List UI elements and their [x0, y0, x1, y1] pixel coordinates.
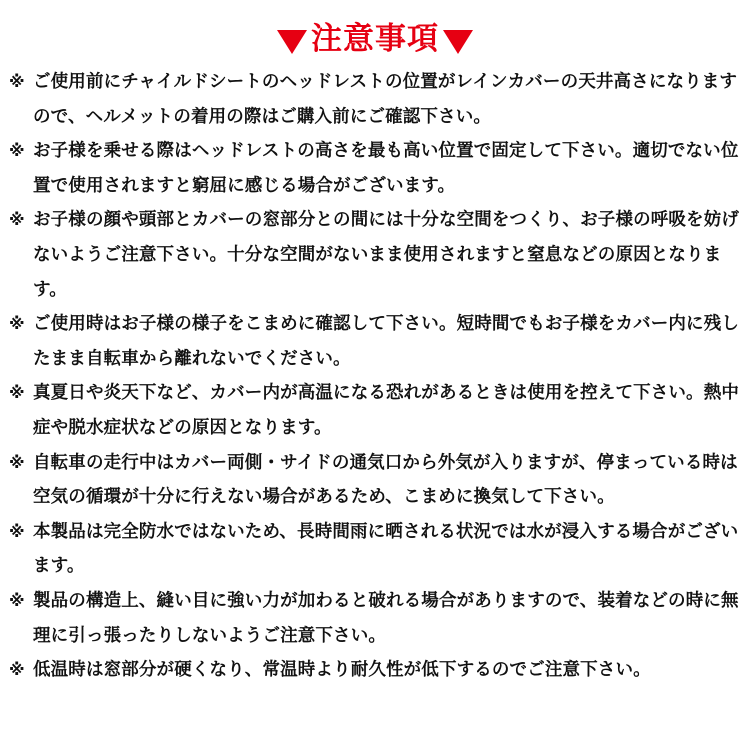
note-item	[9, 203, 744, 307]
note-mark: ※	[9, 452, 25, 472]
title-text: 注意事項	[311, 21, 439, 57]
triangle-down-icon	[277, 30, 307, 54]
note-text: ご使用時はお子様の様子をこまめに確認して下さい。短時間でもお子様をカバー内に残したまま自転車から離れないでください。	[33, 314, 739, 369]
note-item	[9, 446, 744, 515]
note-item	[9, 376, 744, 445]
note-item	[9, 584, 744, 653]
note-text: ご使用前にチャイルドシートのヘッドレストの位置がレインカバーの天井高さになりますので、ヘルメットの着用の際はご購入前にご確認下さい。	[33, 72, 738, 127]
note-text: お子様の顔や頭部とカバーの窓部分との間には十分な空間をつくり、お子様の呼吸を妨げないようご注意下さい。十分な空間がないまま使用されますと窒息などの原因となります。	[33, 210, 739, 300]
note-item	[9, 307, 744, 376]
note-mark: ※	[9, 314, 25, 334]
note-mark: ※	[9, 521, 25, 541]
note-item	[9, 65, 744, 134]
note-item	[9, 134, 744, 203]
note-item	[9, 515, 744, 584]
note-mark: ※	[9, 141, 25, 161]
note-mark: ※	[9, 72, 25, 91]
note-text: 真夏日や炎天下など、カバー内が高温になる恐れがあるときは使用を控えて下さい。熱中症や脱水症状などの原因となります。	[33, 383, 739, 438]
notes-list	[9, 65, 744, 688]
triangle-down-icon	[443, 30, 473, 54]
note-text: 自転車の走行中はカバー両側・サイドの通気口から外気が入りますが、停まっている時は空気の循環が十分に行えない場合があるため、こまめに換気して下さい。	[33, 452, 738, 508]
note-text: 製品の構造上、縫い目に強い力が加わると破れる場合がありますので、装着などの時に無理に引っ張ったりしないようご注意下さい。	[33, 590, 739, 646]
note-item	[9, 653, 744, 688]
note-text: 本製品は完全防水ではないため、長時間雨に晒される状況では水が浸入する場合がございます。	[33, 521, 739, 577]
note-text: お子様を乗せる際はヘッドレストの高さを最も高い位置で固定して下さい。適切でない位置で使用されますと窮屈に感じる場合がございます。	[33, 141, 739, 196]
note-mark: ※	[9, 590, 25, 610]
note-text: 低温時は窓部分が硬くなり、常温時より耐久性が低下するのでご注意下さい。	[33, 660, 651, 681]
note-mark: ※	[9, 210, 25, 230]
note-mark: ※	[9, 660, 25, 680]
note-mark: ※	[9, 383, 25, 403]
page-title	[0, 17, 750, 61]
